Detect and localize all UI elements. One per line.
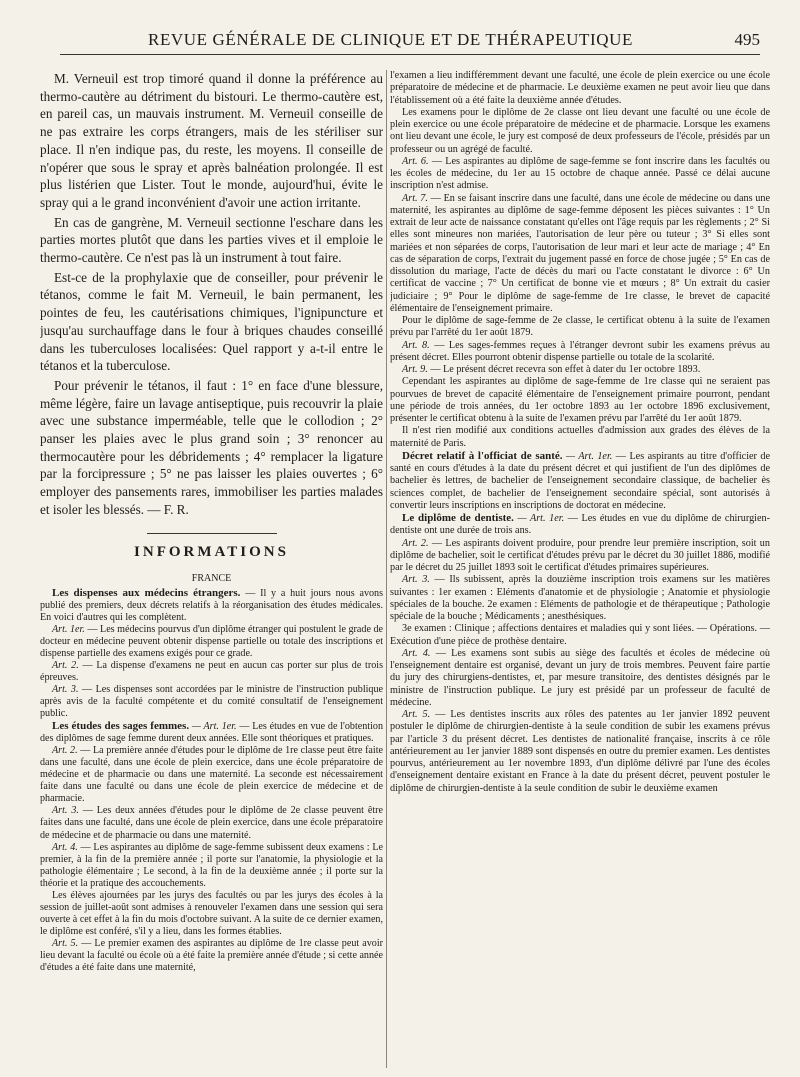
- paragraph: [390, 107, 770, 156]
- article-number: Art. 5.: [52, 937, 79, 949]
- paragraph: M. Verneuil est trop timoré quand il donne la préférence au thermo-cautère au détriment du bistouri. Le thermo-cautère est, en pareil cas, un mauvais instrument. M. Verneuil conseille de ne pas extraire les corps étrangers, mais de les stériliser sur place. Il n'en indique pas, du reste, les moyens. Il conseille de n'opérer que sous le spray et après balnéation prolongée. Il est plus listérien que Lister. Tout le monde, aujourd'hui, évite le spray qui a le grand inconvénient d'avoir une action irritante.: [40, 71, 383, 210]
- section-country: FRANCE: [191, 572, 232, 584]
- paragraph-text: Il n'est rien modifié aux conditions actuelles d'admission aux grades des élèves de la maternité de Paris.: [390, 425, 770, 449]
- article-number: — Art. 1er.: [189, 721, 237, 733]
- paragraph-text: 3e examen : Clinique ; affections dentaires et maladies qui y sont liées. — Opérations. — Exécution d'une pièce de prothèse dentaire.: [390, 623, 770, 647]
- left-column: [40, 70, 383, 974]
- running-header: [60, 28, 760, 55]
- paragraph: [390, 340, 770, 365]
- article-number: Art. 6.: [402, 155, 429, 167]
- paragraph: [390, 364, 770, 376]
- paragraph-text: — Les aspirantes au diplôme de sage-femme se font inscrire dans les facultés ou les écoles de médecine, du 1er au 15 octobre de chaque année. Passé ce délai aucune inscription n'est admise.: [390, 155, 770, 192]
- page-number: 495: [734, 30, 760, 49]
- paragraph: [390, 193, 770, 316]
- paragraph: [40, 805, 383, 841]
- paragraph: Pour prévenir le tétanos, il faut : 1° en face d'une blessure, même légère, faire un lavage antiseptique, puis recouvrir la plaie avec une substance imperméable, telle que le collodion ; 2° panser les plaies avec le plus grand soin ; 3° renoncer au thermocautère pour les débridements ; 4° remplacer la ligature par la forcipressure ; 5° ne pas laisser les plaies ouvertes ; 6° employer des pansements rares, immobiliser les parties malades et isoler les blessés. — F. R.: [40, 377, 383, 517]
- column-rule: [386, 70, 387, 1068]
- paragraph: [390, 574, 770, 623]
- paragraph: [390, 538, 770, 575]
- paragraph-text: — Le présent décret recevra son effet à dater du 1er octobre 1893.: [427, 364, 701, 375]
- paragraph-text: — Ils subissent, après la douzième inscription trois examens sur les matières suivantes : 1er examen : Eléments d'anatomie et de physiologie ; Anatomie et physiologie spéciales de la bouche. 2e examen : Eléments de pathologie et de thérapeutique ; Pathologie spéciale de la bouche ; Médicaments ; anesthésiques.: [390, 574, 770, 622]
- item-heading: Le diplôme de dentiste.: [402, 512, 514, 524]
- article-number: — Art. 1er.: [513, 513, 565, 524]
- paragraph: [40, 720, 383, 745]
- paragraph-text: — Les dentistes inscrits aux rôles des patentes au 1er janvier 1892 peuvent postuler le diplôme de chirurgien-dentiste à la seule condition de subir les examens prévus par l'article 3 du présent décret. Les dentistes de nationalité française, inscrits à ce rôle antérieurement au 1er janvier 1889 sont dispensés en outre du premier examen. Les dentistes pourvus, antérieurement au 1er novembre 1893, d'un diplôme délivré par l'une des écoles d'enseignement dentaire existant en France à la date du présent décret, peuvent postuler le diplôme de chirurgien-dentiste à la seule condition de subir le deuxième examen: [390, 709, 770, 794]
- paragraph: [390, 648, 770, 709]
- article-end: [40, 70, 383, 519]
- paragraph: [390, 70, 770, 107]
- article-number: Art. 8.: [402, 339, 430, 351]
- article-number: Art. 3.: [402, 574, 430, 586]
- article-number: Art. 5.: [402, 709, 431, 720]
- paragraph: [40, 938, 383, 974]
- paragraph: [390, 315, 770, 340]
- paragraph: [390, 450, 770, 512]
- article-number: Art. 9.: [402, 364, 428, 375]
- item-heading: Décret relatif à l'officiat de santé.: [402, 449, 563, 462]
- paragraph-text: — Les aspirants doivent produire, pour prendre leur première inscription, soit un diplôme de bachelier, soit le certificat d'études prévu par le décret du 30 juillet 1886, modifié par le décret du 25 juillet 1893 soit le certificat d'études primaires supérieures.: [390, 537, 770, 573]
- paragraph-text: — Le premier examen des aspirantes au diplôme de 1re classe peut avoir lieu devant la faculté ou école où a été faite la première année d'étude ; si cette année d'études a été faite dans une maternité,: [40, 937, 383, 974]
- journal-title: REVUE GÉNÉRALE DE CLINIQUE ET DE THÉRAPEUTIQUE: [148, 30, 633, 49]
- paragraph: [40, 587, 383, 624]
- paragraph: [390, 512, 770, 538]
- paragraph: [40, 624, 383, 660]
- article-number: Art. 4.: [402, 647, 431, 659]
- article-number: Art. 2.: [52, 659, 79, 671]
- item-heading: Les études des sages femmes.: [52, 720, 190, 733]
- paragraph-text: — Les médecins pourvus d'un diplôme étranger qui postulent le grade de docteur en médecine peuvent obtenir dispense partielle ou totale des inscriptions et dispense partielle des examens exigés pour ce grade.: [40, 623, 383, 659]
- paragraph-text: — Les études en vue du diplôme de chirurgien-dentiste ont une durée de trois ans.: [390, 513, 770, 537]
- right-column: [390, 70, 770, 795]
- separator-rule: [147, 533, 277, 534]
- article-number: Art. 1er.: [52, 623, 85, 635]
- paragraph: [40, 890, 383, 938]
- article-number: Art. 2.: [402, 537, 429, 549]
- paragraph-text: Les examens pour le diplôme de 2e classe ont lieu devant une faculté ou une école de plein exercice ou une école préparatoire de médecine et de pharmacie. Lorsque les examens ont lieu devant une école, le jury est composé de deux professeurs de l'école, présidés par un professeur ou un agrégé de faculté.: [390, 106, 770, 155]
- article-number: Art. 7.: [402, 192, 428, 204]
- paragraph-text: — Les aspirants au titre d'officier de santé en cours d'études à la date du présent décret et qui justifient de l'un des diplômes de bachelier ès lettres, de bachelier de l'enseignement secondaire classique, de bachelier ès sciences complet, de bachelier de l'enseignement secondaire spécial, sont autorisés à convertir leurs inscriptions en inscriptions de doctorat en médecine.: [390, 450, 770, 511]
- paragraph-text: Pour le diplôme de sage-femme de 2e classe, le certificat obtenu à la suite de l'examen prévu par l'arrêté du 1er août 1879.: [390, 315, 770, 339]
- paragraph-text: — Les aspirantes au diplôme de sage-femme subissent deux examens : Le premier, à la fin de la première année ; il porte sur l'anatomie, la physiologie et la pathologie élémentaire ; Le second, à la fin de la deuxième année ; il porte sur la théorie et la pratique des accouchements.: [40, 841, 383, 889]
- paragraph-text: — Les dispenses sont accordées par le ministre de l'instruction publique après avis de la faculté compétente et du comité consultatif de l'enseignement public.: [40, 683, 383, 720]
- paragraph: [40, 684, 383, 720]
- paragraph-text: l'examen a lieu indifféremment devant une faculté, une école de plein exercice ou une école préparatoire de médecine et de pharmacie. Le deuxième examen ne peut avoir lieu que dans l'établissement où a été faite la deuxième année d'études.: [390, 70, 770, 106]
- paragraph-text: — Les études en vue de l'obtention des diplômes de sage femme durent deux années. Elle sont théoriques et pratiques.: [40, 721, 383, 745]
- paragraph: [390, 376, 770, 425]
- paragraph-text: — Les sages-femmes reçues à l'étranger devront subir les examens prévus au présent décret. Elles pourront obtenir dispense partielle ou totale de la scolarité.: [390, 339, 770, 363]
- paragraph: [390, 623, 770, 648]
- paragraph-text: — Les deux années d'études pour le diplôme de 2e classe peuvent être faites dans une faculté, dans une école de plein exercice, dans une école préparatoire de médecine et de pharmacie ou dans une maternité.: [40, 805, 383, 841]
- article-number: — Art. 1er.: [562, 450, 613, 462]
- paragraph: Est-ce de la prophylaxie que de conseiller, pour prévenir le tétanos, comme le fait M. Verneuil, le bain permanent, les pointes de feu, les cautérisations chimiques, l'ignipuncture et jusqu'au surchauffage dans le four à briques chaudes conseillé dans les tuberculoses localisées: Quel rapport y a-t-il entre le tétanos et la tuberculose.: [40, 269, 383, 374]
- paragraph-text: Cependant les aspirantes au diplôme de sage-femme de 1re classe qui ne seraient pas pourvues de brevet de capacité élémentaire de l'enseignement primaire pourront, pendant une période de trois années, du 1er octobre 1893 au 1er octobre 1896 exclusivement, présenter le certificat obtenu à la suite de l'examen prévu par l'arrêté du 1er août 1879.: [390, 376, 770, 424]
- paragraph-text: — Les examens sont subis au siège des facultés et écoles de médecine où l'enseignement dentaire est organisé, devant un jury de trois membres. Peuvent faire partie du jury des chirurgiens-dentistes, et, par mesure transitoire, des dentistes désignés par le ministre de l'instruction publique. Le jury est présidé par un professeur de faculté de médecine.: [390, 647, 770, 708]
- paragraph: [390, 425, 770, 450]
- paragraph-text: — En se faisant inscrire dans une faculté, dans une école de médecine ou dans une maternité, les aspirantes au diplôme de sage-femme déposent les pièces suivantes : 1° Un extrait de leur acte de naissance constatant qu'elles ont l'âge requis par les règlements ; 2° Si elles sont mineures non mariées, l'autorisation de leur père ou tuteur ; 3° Si elles sont mariées et non séparées de corps, l'autorisation de leur mari et leur acte de mariage ; 4° En cas de séparation de corps, l'extrait du jugement passé en force de chose jugée ; 5° En cas de dissolution du mariage, l'acte de décès du mari ou l'acte constatant le divorce : 6° Un certificat de vaccine ; 7° Un certificat de bonne vie et mœurs ; 8° Un extrait du casier judiciaire ; 9° Pour le diplôme de sage-femme de 1re classe, le brevet de capacité élémentaire de l'enseignement primaire.: [390, 192, 770, 314]
- article-number: Art. 2.: [52, 745, 78, 757]
- paragraph: [40, 745, 383, 805]
- section-title: INFORMATIONS: [134, 543, 289, 560]
- paragraph-text: — La dispense d'examens ne peut en aucun cas porter sur plus de trois épreuves.: [40, 659, 383, 683]
- article-number: Art. 4.: [52, 841, 78, 853]
- paragraph-text: — Il y a huit jours nous avons publié des premiers, deux décrets relatifs à la réorganisation des études médicales. En voici d'autres qui les complètent.: [40, 587, 383, 623]
- paragraph: [390, 156, 770, 193]
- item-heading: Les dispenses aux médecins étrangers.: [52, 586, 241, 599]
- news-items: [40, 587, 383, 975]
- paragraph: [40, 660, 383, 684]
- paragraph-text: — La première année d'études pour le diplôme de 1re classe peut être faite dans une faculté, dans une école de plein exercice, dans une école préparatoire de médecine et de pharmacie ou dans une maternité. La seconde est nécessairement faite dans une faculté ou dans une école de plein exercice de médecine et de pharmacie.: [40, 745, 383, 805]
- paragraph: [40, 842, 383, 890]
- paragraph-text: Les élèves ajournées par les jurys des facultés ou par les jurys des écoles à la session de juillet-août sont admises à renouveler l'examen dans une session qui sera ouverte à cet effet à la fin du mois d'octobre suivant. A la suite de ce dernier examen, le diplôme est conféré, s'il y a lieu, dans les formes établies.: [40, 889, 383, 937]
- news-items-continued: [390, 70, 770, 795]
- article-number: Art. 3.: [52, 805, 79, 817]
- paragraph: [390, 709, 770, 795]
- article-number: Art. 3.: [52, 683, 79, 695]
- paragraph: En cas de gangrène, M. Verneuil sectionne l'eschare dans les parties mortes plutôt que dans les parties vives et il emploie le thermo-cautère. Ce n'est pas là un instrument à tout faire.: [40, 214, 383, 266]
